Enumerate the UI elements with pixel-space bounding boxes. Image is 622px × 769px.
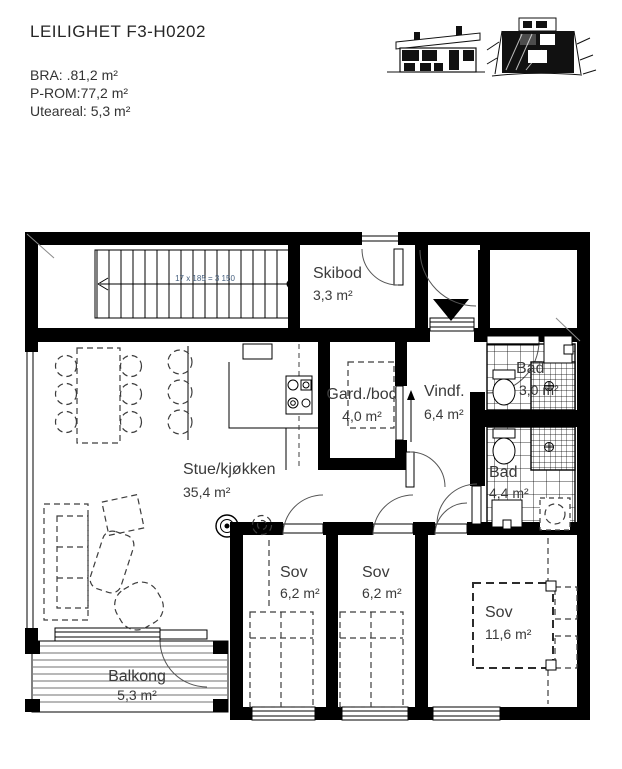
stove [286,376,312,414]
sink-lower [492,500,522,529]
entrance-door-arc [420,250,476,306]
room-area-gard: 4,0 m² [342,408,382,424]
chaise [88,529,137,596]
balcony-door-arc [160,640,207,687]
armchair [108,575,170,636]
room-label-vindfang: Vindf. [424,383,465,400]
room-area-stue: 35,4 m² [183,484,231,500]
room-label-stue: Stue/kjøkken [183,461,276,478]
toilet-upper [493,370,515,405]
skibod-door-arc [362,249,398,285]
room-area-sov3: 11,6 m² [485,626,532,642]
room-area-vindfang: 6,4 m² [424,406,464,422]
room-label-balkong: Balkong [108,668,166,685]
elevation-thumbnail-left [387,26,485,72]
skibod-door-leaf [394,249,403,285]
room-label-sov3: Sov [485,604,513,621]
dining-table [77,348,120,443]
room-label-skibod: Skibod [313,265,362,282]
room-area-bad-upper: 3,0 m² [519,382,559,398]
stat-uteareal: Uteareal: 5,3 m² [30,103,131,119]
apartment-title: LEILIGHET F3-H0202 [30,22,206,41]
room-area-balkong: 5,3 m² [117,687,157,703]
staircase [95,250,296,318]
side-table [102,495,144,536]
sofa [44,504,88,620]
elevation-thumbnail-right [487,18,596,76]
kitchen-cabinet [243,344,272,359]
bedroom-2-furniture [340,612,403,707]
entrance [420,250,476,331]
room-area-sov2: 6,2 m² [362,585,402,601]
room-label-gard: Gard./bod [326,386,398,403]
stat-prom: P-ROM:77,2 m² [30,85,129,101]
room-area-skibod: 3,3 m² [313,287,353,303]
stat-bra: BRA: .81,2 m² [30,67,118,83]
bedroom-3-furniture [473,538,577,704]
stair-dimension-label: 17 x 185 = 3 150 [175,274,235,283]
washing-machine [540,498,570,530]
vindfang-door-arc [410,452,445,487]
room-label-bad-lower: Bad [489,464,518,481]
sink-upper [544,336,573,363]
stair-start-dot [287,280,296,289]
room-label-sov2: Sov [362,564,390,581]
nightstand [555,636,577,668]
room-label-sov1: Sov [280,564,308,581]
room-area-bad-lower: 4,4 m² [489,485,529,501]
toilet-lower [493,429,515,464]
room-area-sov1: 6,2 m² [280,585,320,601]
kitchen [168,344,318,470]
bad-lower-door-leaf [472,486,481,524]
room-label-bad-upper: Bad [516,360,545,377]
nightstand [555,587,577,619]
vindfang-door-leaf [406,452,414,487]
floor-drain-icon [545,443,554,452]
